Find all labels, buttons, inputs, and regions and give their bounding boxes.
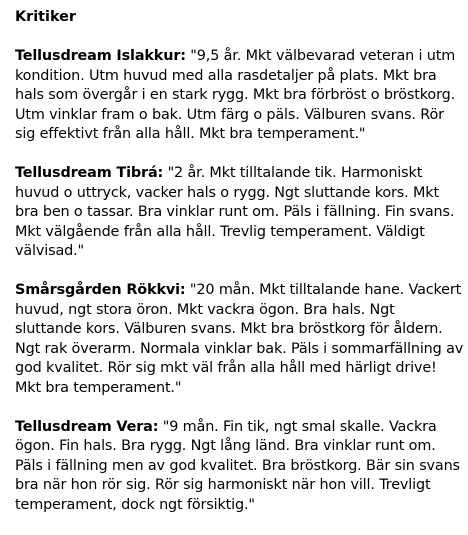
page-heading: Kritiker (15, 9, 77, 25)
dog-name: Tellusdream Vera: (15, 418, 159, 435)
critique-text: "20 mån. Mkt tilltalande hane. Vackert huvud, ngt stora öron. Mkt vackra ögon. Bra hals. Ngt sluttande kors. Välburen svans. Mkt bra bröstkorg för åldern. Ngt rak överarm. Normala vinklar bak. Päls i sommarfällning av god kvalitet. Rör sig mkt väl från alla håll med härligt drive! Mkt bra temperament." (15, 282, 464, 396)
critique-paragraph (15, 164, 465, 262)
document-page (15, 8, 465, 535)
critique-text: "2 år. Mkt tilltalande tik. Harmoniskt huvud o uttryck, vacker hals o rygg. Ngt sluttande kors. Mkt bra ben o tassar. Bra vinklar runt om. Päls i fällning. Fin svans. Mkt välgående från alla håll. Trevlig temperament. Väldigt välvisad." (15, 165, 455, 259)
critique-paragraph (15, 418, 465, 516)
dog-name: Smårsgården Rökkvi: (15, 282, 186, 298)
critique-paragraph (15, 281, 465, 398)
critique-text: "9,5 år. Mkt välbevarad veteran i utm kondition. Utm huvud med alla rasdetaljer på plats. Mkt bra hals som övergår i en stark rygg. Mkt bra förbröst o bröstkorg. Utm vinklar fram o bak. Utm färg o päls. Välburen svans. Rör sig effektivt från alla håll. Mkt bra temperament." (15, 48, 456, 142)
dog-name: Tellusdream Tibrá: (15, 165, 164, 181)
critique-paragraph (15, 47, 465, 145)
critique-text: "9 mån. Fin tik, ngt smal skalle. Vackra ögon. Fin hals. Bra rygg. Ngt lång länd. Bra vinklar runt om. Päls i fällning men av god kvalitet. Bra bröstkorg. Bär sin svans bra när hon rör sig. Rör sig harmoniskt när hon vill. Trevligt temperament, dock ngt försiktig." (15, 418, 460, 513)
dog-name: Tellusdream Islakkur: (15, 48, 186, 64)
